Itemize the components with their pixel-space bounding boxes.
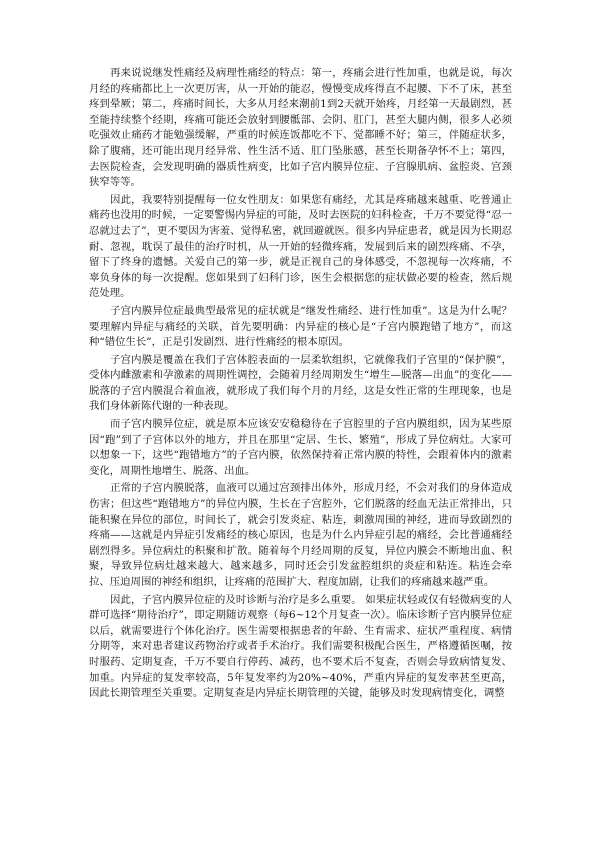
paragraph-treatment: 因此，子宫内膜异位症的及时诊断与治疗是多么重要。 如果症状轻或仅有轻微病变的人群可选择“期待治疗”，即定期随访观察（每6~12个月复查一次）。临床诊断子宫内膜异位症以后，就需要进行个体化治疗。医生需要根据患者的年龄、生育需求、症状严重程度、病情分期等，来对患者建议药物治疗或者手术治疗。我们需要积极配合医生，严格遵循医嘱，按时服药、定期复查，千万不要自行停药、减药，也不要术后不复查，否则会导致病情复发、加重。内异症的复发率较高，5年复发率约为20%~40%，严重内异症的复发率甚至更高，因此长期管理至关重要。定期复查是内异症长期管理的关键，能够及时发现病情变化，调整 <box>89 593 512 700</box>
paragraph-endometrium: 子宫内膜是覆盖在我们子宫体腔表面的一层柔软组织，它就像我们子宫里的“保护膜”，受体内雌激素和孕激素的周期性调控，会随着月经周期发生“增生—脱落—出血”的变化——脱落的子宫内膜混合着血液，就形成了我们每个月的月经，这是女性正常的生理现象，也是我们身体新陈代谢的一种表现。 <box>89 353 512 413</box>
paragraph-endometriosis-definition: 而子宫内膜异位症，就是原本应该安安稳稳待在子宫腔里的子宫内膜组织，因为某些原因“跑”到了子宫体以外的地方，并且在那里“定居、生长、繁殖”，形成了异位病灶。大家可以想象一下，这些“跑错地方”的子宫内膜，依然保持着正常内膜的特性，会跟着体内的激素变化，周期性地增生、脱落、出血。 <box>89 418 512 477</box>
document-page <box>89 66 512 704</box>
paragraph-secondary-dysmenorrhea: 再来说说继发性痛经及病理性痛经的特点：第一，疼痛会进行性加重，也就是说，每次月经的疼痛都比上一次更厉害，从一开始的能忍，慢慢变成疼得直不起腰、下不了床，甚至疼到晕厥；第二，疼痛时间长，大多从月经来潮前1到2天就开始疼，月经第一天最剧烈，甚至能持续整个经期，疼痛可能还会放射到腰骶部、会阴、肛门，甚至大腿内侧，很多人必须吃强效止痛药才能勉强缓解，严重的时候连饭都吃不下、觉都睡不好；第三，伴随症状多，除了腹痛，还可能出现月经异常、性生活不适、肛门坠胀感，甚至长期备孕怀不上；第四，去医院检查，会发现明确的器质性病变，比如子宫内膜异位症、子宫腺肌病、盆腔炎、宫颈狭窄等等。 <box>89 67 512 189</box>
paragraph-pain-mechanism: 正常的子宫内膜脱落，血液可以通过宫颈排出体外，形成月经，不会对我们的身体造成伤害；但这些“跑错地方”的异位内膜，生长在子宫腔外，它们脱落的经血无法正常排出，只能积聚在异位的部位，时间长了，就会引发炎症、粘连，刺激周围的神经，进而导致剧烈的疼痛——这就是内异症引发痛经的核心原因，也是为什么内异症引起的痛经，会比普通痛经剧烈得多。异位病灶的积聚和扩散。随着每个月经周期的反复，异位内膜会不断地出血、积聚，导致异位病灶越来越大、越来越多，同时还会引发盆腔组织的炎症和粘连。粘连会牵拉、压迫周围的神经和组织，让疼痛的范围扩大、程度加剧，让我们的疼痛越来越严重。 <box>89 482 512 588</box>
paragraph-main-symptom: 子宫内膜异位症最典型最常见的症状就是“继发性痛经、进行性加重”。这是为什么呢？要理解内异症与痛经的关联，首先要明确：内异症的核心是“子宫内膜跑错了地方”，而这种“错位生长”，正是引发剧烈、进行性痛经的根本原因。 <box>89 304 512 349</box>
paragraph-reminder: 因此，我要特别提醒每一位女性朋友：如果您有痛经，尤其是疼痛越来越重、吃普通止痛药也没用的时候，一定要警惕内异症的可能，及时去医院的妇科检查，千万不要觉得“忍一忍就过去了”，更不要因为害羞、觉得私密，就回避就医。很多内异症患者，就是因为长期忍耐、忽视，耽误了最佳的治疗时机，从一开始的轻微疼痛，发展到后来的剧烈疼痛、不孕，留下了终身的遗憾。关爱自己的第一步，就是正视自己的身体感受，不忽视每一次疼痛，不辜负身体的每一次提醒。您如果到了妇科门诊，医生会根据您的症状做必要的检查，然后规范处理。 <box>89 193 512 300</box>
